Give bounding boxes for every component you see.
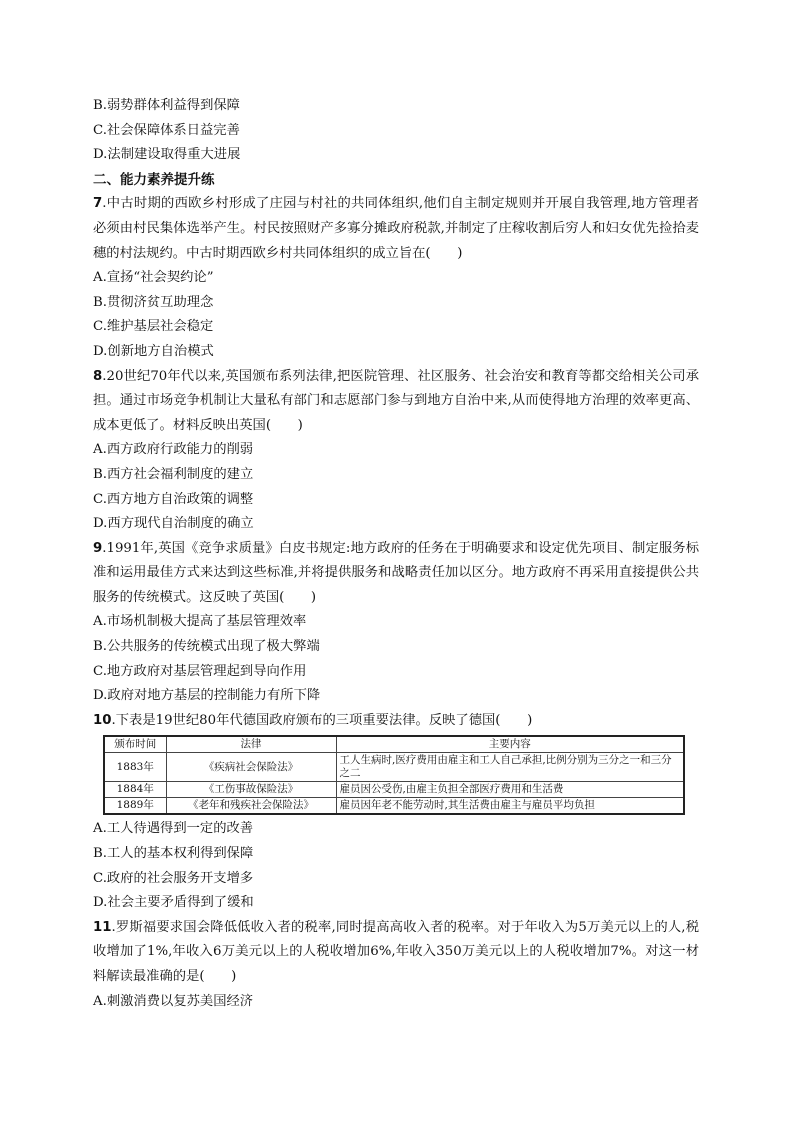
question-11-number: 11 — [93, 919, 112, 935]
table-cell-content: 工人生病时,医疗费用由雇主和工人自己承担,比例分别为三分之一和三分之二 — [336, 753, 684, 782]
question-10-stem — [93, 709, 699, 734]
table-cell-date: 1884年 — [104, 782, 166, 798]
option-q10-b: B.工人的基本权利得到保障 — [93, 846, 254, 862]
law-table-header-content: 主要内容 — [336, 736, 684, 753]
question-9-number: 9 — [93, 540, 103, 556]
question-8-number: 8 — [93, 368, 103, 384]
question-11-text: .罗斯福要求国会降低低收入者的税率,同时提高高收入者的税率。对于年收入为5万美元以上的人,税收增加了1%,年收入6万美元以上的人税收增加6%,年收入350万美元以上的人税收增加7%。对这一材料解读最准确的是( ) — [93, 919, 699, 984]
option-q9-c: C.地方政府对基层管理起到导向作用 — [93, 663, 307, 679]
law-table-header-date: 颁布时间 — [104, 736, 166, 753]
option-q8-a: A.西方政府行政能力的削弱 — [93, 442, 254, 458]
table-cell-date: 1889年 — [104, 798, 166, 815]
table-row — [104, 798, 684, 815]
law-table — [103, 735, 685, 815]
table-row — [104, 782, 684, 798]
table-cell-date: 1883年 — [104, 753, 166, 782]
option-q8-c: C.西方地方自治政策的调整 — [93, 491, 254, 507]
section-title: 二、能力素养提升练 — [93, 171, 215, 188]
option-q8-b: B.西方社会福利制度的建立 — [93, 466, 254, 482]
option-q7-d: D.创新地方自治模式 — [93, 343, 214, 359]
option-q6-c: C.社会保障体系日益完善 — [93, 122, 240, 138]
option-q9-a: A.市场机制极大提高了基层管理效率 — [93, 614, 307, 630]
question-10-text: .下表是19世纪80年代德国政府颁布的三项重要法律。反映了德国( ) — [111, 712, 533, 728]
option-q9-b: B.公共服务的传统模式出现了极大弊端 — [93, 639, 320, 655]
table-row — [104, 753, 684, 782]
table-cell-content: 雇员因年老不能劳动时,其生活费由雇主与雇员平均负担 — [336, 798, 684, 815]
table-cell-law: 《老年和残疾社会保险法》 — [166, 798, 336, 815]
option-q10-a: A.工人待遇得到一定的改善 — [93, 821, 254, 837]
question-9-text: .1991年,英国《竞争求质量》白皮书规定:地方政府的任务在于明确要求和设定优先项目、制定服务标准和运用最佳方式来达到这些标准,并将提供服务和战略责任加以区分。地方政府不再采用直接提供公共服务的传统模式。这反映了英国( ) — [93, 540, 699, 605]
question-8-stem — [93, 365, 699, 439]
option-q7-b: B.贯彻济贫互助理念 — [93, 294, 214, 310]
question-10-number: 10 — [93, 712, 112, 728]
option-q9-d: D.政府对地方基层的控制能力有所下降 — [93, 688, 321, 704]
option-q10-d: D.社会主要矛盾得到了缓和 — [93, 895, 254, 911]
question-8-text: .20世纪70年代以来,英国颁布系列法律,把医院管理、社区服务、社会治安和教育等都交给相关公司承担。通过市场竞争机制让大量私有部门和志愿部门参与到地方自治中来,从而使得地方治理的效率更高、成本更低了。材料反映出英国( ) — [93, 368, 699, 433]
table-cell-law: 《疾病社会保险法》 — [166, 753, 336, 782]
law-table-header-row — [104, 736, 684, 753]
law-table-header-law: 法律 — [166, 736, 336, 753]
table-cell-law: 《工伤事故保险法》 — [166, 782, 336, 798]
exam-page — [93, 94, 699, 1014]
option-q10-c: C.政府的社会服务开支增多 — [93, 870, 254, 886]
question-7-number: 7 — [93, 196, 103, 212]
question-7-text: .中古时期的西欧乡村形成了庄园与村社的共同体组织,他们自主制定规则并开展自我管理,地方管理者必须由村民集体选举产生。村民按照财产多寡分摊政府税款,并制定了庄稼收割后穷人和妇女优先捡拾麦穗的村法规约。中古时期西欧乡村共同体组织的成立旨在( ) — [93, 196, 699, 261]
option-q7-a: A.宣扬“社会契约论” — [93, 270, 214, 286]
question-9-stem — [93, 537, 699, 611]
option-q7-c: C.维护基层社会稳定 — [93, 319, 214, 335]
question-7-stem — [93, 192, 699, 266]
question-11-stem — [93, 916, 699, 990]
option-q6-d: D.法制建设取得重大进展 — [93, 147, 241, 163]
option-q11-a: A.刺激消费以复苏美国经济 — [93, 993, 254, 1009]
table-cell-content: 雇员因公受伤,由雇主负担全部医疗费用和生活费 — [336, 782, 684, 798]
option-q6-b: B.弱势群体利益得到保障 — [93, 98, 240, 113]
option-q8-d: D.西方现代自治制度的确立 — [93, 516, 254, 532]
